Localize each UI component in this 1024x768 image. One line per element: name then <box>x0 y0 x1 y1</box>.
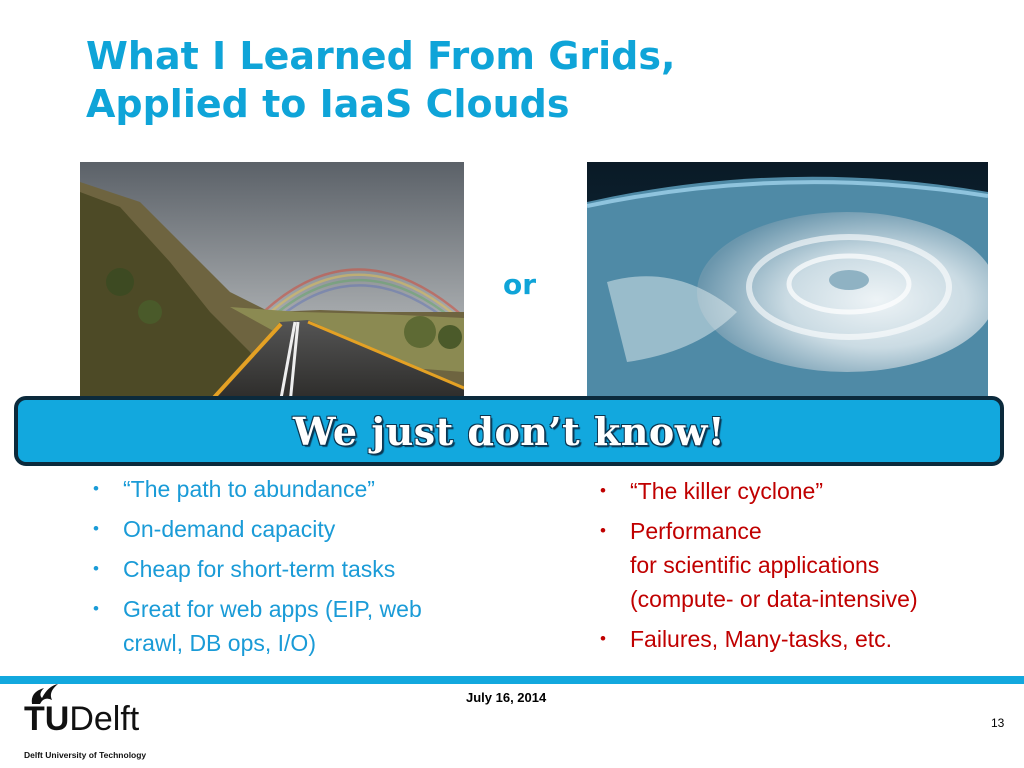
left-bullet-list <box>87 472 537 666</box>
list-item <box>594 622 1014 656</box>
footer-divider <box>0 676 1024 684</box>
bullet-text: crawl, DB ops, I/O) <box>123 630 316 656</box>
slide-title <box>86 32 886 128</box>
list-item <box>87 592 537 660</box>
or-label: or <box>503 268 537 301</box>
bullet-text: • Performance <box>630 518 762 544</box>
bullet-text: • Failures, Many-tasks, etc. <box>630 626 893 652</box>
logo-subtitle: Delft University of Technology <box>24 750 147 760</box>
bullet-text: • On-demand capacity <box>123 516 336 542</box>
list-item <box>87 552 537 586</box>
list-item <box>87 512 537 546</box>
we-just-dont-know-banner <box>14 396 1004 466</box>
bullet-text: • Great for web apps (EIP, web <box>123 596 422 622</box>
logo-delft: Delft <box>69 700 140 738</box>
title-line-1: What I Learned From Grids, <box>86 34 676 78</box>
tu-delft-logo <box>24 686 204 766</box>
title-line-2: Applied to IaaS Clouds <box>86 82 570 126</box>
bullet-text: for scientific applications <box>630 552 880 578</box>
bullet-text: • “The killer cyclone” <box>630 478 823 504</box>
bullet-text: • “The path to abundance” <box>123 476 375 502</box>
logo-tu: TU <box>24 700 70 738</box>
logo-wordmark <box>24 700 139 739</box>
list-item <box>87 472 537 506</box>
list-item <box>594 514 1014 616</box>
cyclone-image <box>587 162 988 404</box>
page-number: 13 <box>991 716 1005 730</box>
road-rainbow-image <box>80 162 464 404</box>
bullet-text: • Cheap for short-term tasks <box>123 556 396 582</box>
footer-date: July 16, 2014 <box>466 690 547 705</box>
banner-text: We just don’t know! <box>292 408 726 454</box>
bullet-text: (compute- or data-intensive) <box>630 586 918 612</box>
list-item <box>594 474 1014 508</box>
right-bullet-list <box>594 474 1014 662</box>
